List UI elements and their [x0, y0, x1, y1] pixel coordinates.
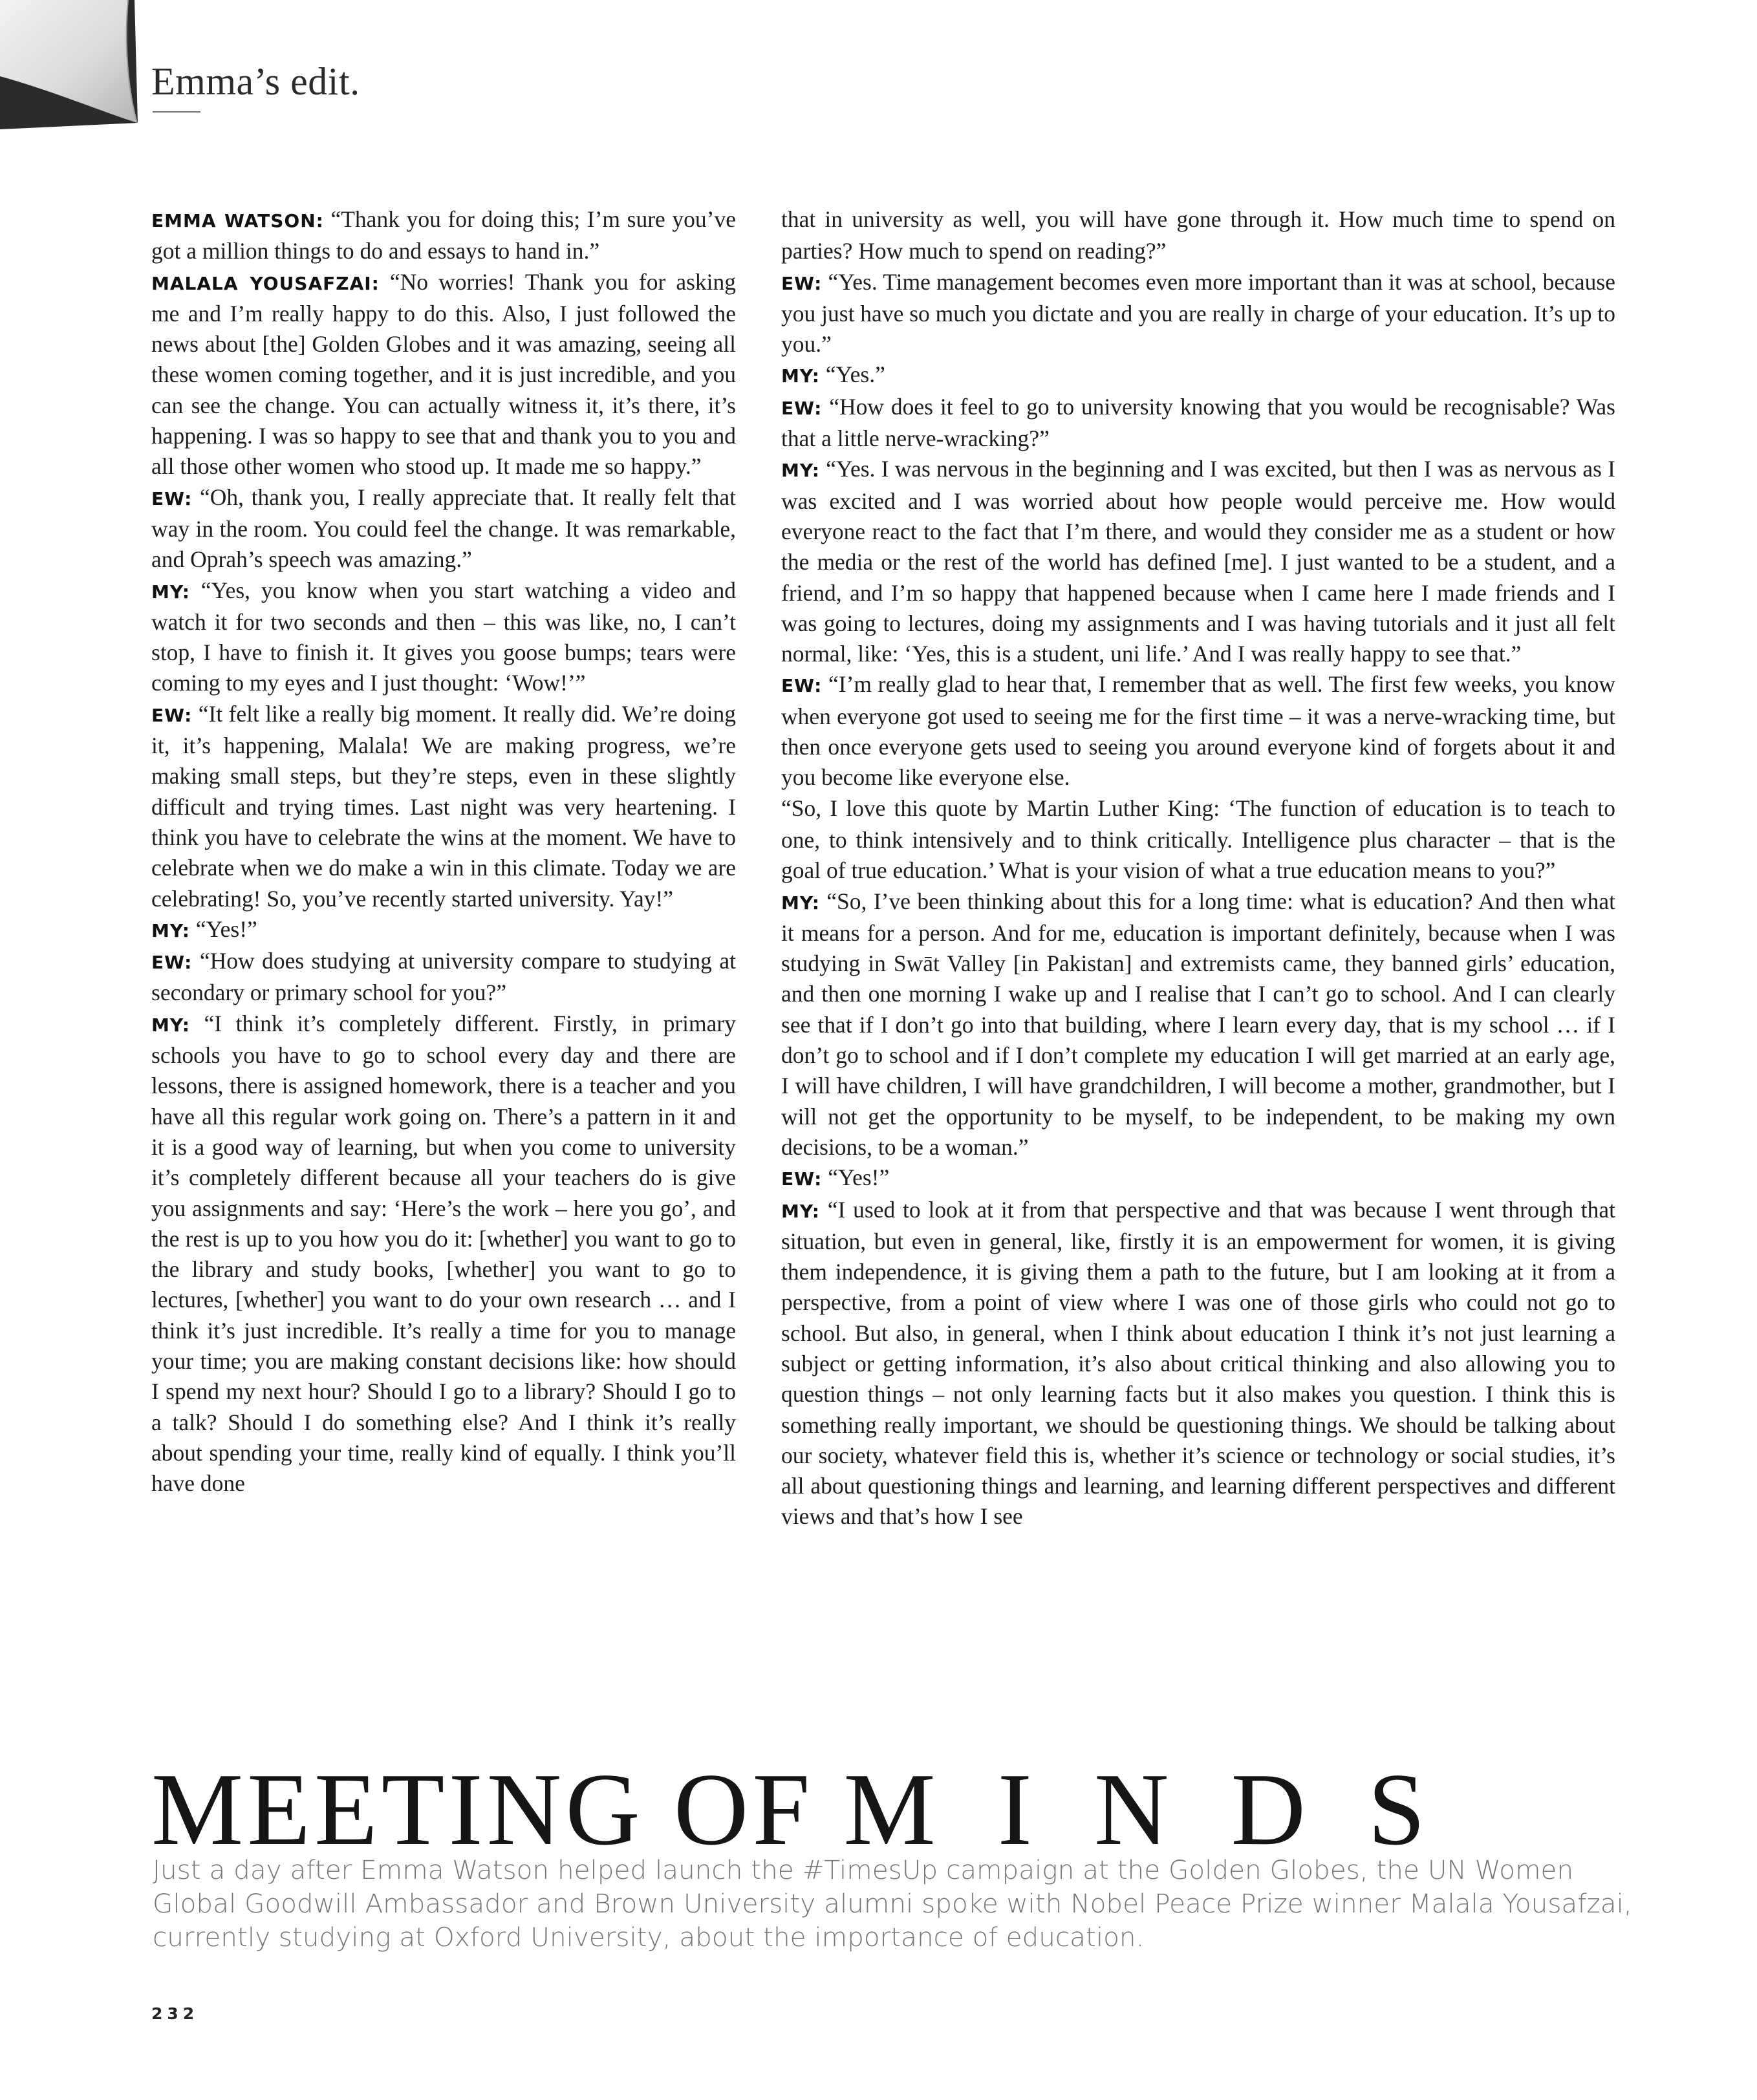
paragraph-text: “How does it feel to go to university knowing that you would be recognisable? Was that a little nerve-wracking?”: [781, 393, 1615, 452]
interview-paragraph: [781, 1162, 1615, 1194]
speaker-label: EW:: [781, 675, 823, 697]
speaker-label: MY:: [781, 365, 820, 387]
paragraph-text: “No worries! Thank you for asking me and I’m really happy to do this. Also, I just followed the news about [the] Golden Globes and it was amazing, seeing all these women coming together, and it is just incredible, and you can see the change. You can actually witness it, it’s there, it’s happening. I was so happy to see that and thank you to you and all those other women who stood up. It made me so happy.”: [151, 268, 737, 480]
interview-column-right: [781, 204, 1615, 1532]
interview-paragraph: [151, 482, 736, 575]
speaker-label: MALALA YOUSAFZAI:: [151, 272, 380, 294]
section-label: Emma’s edit.: [151, 60, 360, 103]
interview-paragraph: [781, 392, 1615, 455]
speaker-label: EW:: [781, 272, 823, 294]
paragraph-text: “Oh, thank you, I really appreciate that. It really felt that way in the room. You could feel the change. It was remarkable, and Oprah’s speech was amazing.”: [151, 484, 736, 573]
page-curl-graphic: [0, 0, 139, 133]
feature-standfirst: Just a day after Emma Watson helped launch the #TimesUp campaign at the Golden Globes, the UN Women Global Goodwill Ambassador and Brown University alumni spoke with Nobel Peace Prize winner Malala Yousafzai, currently studying at Oxford University, about the importance of education.: [153, 1854, 1632, 1953]
interview-paragraph: [781, 359, 1615, 391]
paragraph-text: “Yes!”: [822, 1164, 890, 1191]
interview-paragraph: [781, 669, 1615, 793]
interview-paragraph: [781, 1195, 1615, 1532]
paragraph-text: “How does studying at university compare to studying at secondary or primary school for you?”: [151, 948, 736, 1006]
interview-paragraph: [151, 914, 736, 946]
speaker-label: EW:: [151, 704, 193, 726]
interview-paragraph: [151, 575, 736, 699]
speaker-label: MY:: [151, 1014, 190, 1036]
interview-paragraph: [781, 454, 1615, 669]
interview-paragraph: [781, 267, 1615, 360]
interview-paragraph: [151, 1009, 736, 1499]
paragraph-text: “Yes!”: [189, 916, 257, 942]
paragraph-text: “Yes. Time management becomes even more important than it was at school, because you just have so much you dictate and you are really in charge of your education. It’s up to you.”: [781, 268, 1615, 358]
feature-headline: [151, 1752, 1487, 1867]
paragraph-text: “I think it’s completely different. Firstly, in primary schools you have to go to school every day and there are lessons, there is assigned homework, there is a teacher and you have all this regular work going on. There’s a pattern in it and it is a good way of learning, but when you come to university it’s completely different because all your teachers do is give you assignments and say: ‘Here’s the work – here you go’, and the rest is up to you how you do it: [whether] you want to go to the library and study books, [whether] you want to go to lectures, [whether] you want to do your own research … and I think it’s just incredible. It’s really a time for you to manage your time; you are making constant decisions like: how should I spend my next hour? Should I go to a library? Should I go to a talk? Should I do something else? And I think it’s really about spending your time, really kind of equally. I think you’ll have done: [151, 1010, 736, 1497]
interview-paragraph: [151, 699, 736, 914]
paragraph-text: that in university as well, you will have gone through it. How much time to spend on parties? How much to spend on reading?”: [781, 206, 1615, 264]
interview-paragraph: [781, 793, 1615, 886]
speaker-label: EW:: [151, 952, 193, 974]
paragraph-text: “Yes.”: [819, 361, 885, 388]
interview-paragraph: [151, 267, 736, 482]
paragraph-text: “I’m really glad to hear that, I remember that as well. The first few weeks, you know when everyone got used to seeing me for the first time – it was a nerve-wracking time, but then once everyone gets used to seeing you around everyone kind of forgets about it and you become like everyone else.: [781, 671, 1615, 791]
headline-part-1: MEETING OF: [151, 1752, 814, 1867]
speaker-label: MY:: [151, 581, 190, 603]
speaker-label: EW:: [781, 397, 823, 419]
interview-paragraph: [151, 204, 736, 267]
headline-part-2: MINDS: [843, 1752, 1487, 1867]
interview-paragraph: [781, 886, 1615, 1163]
paragraph-text: “So, I love this quote by Martin Luther King: ‘The function of education is to teach to one, to think intensively and to think critically. Intelligence plus character – that is the goal of true education.’ What is your vision of what a true education means to you?”: [781, 795, 1615, 884]
speaker-label: MY:: [151, 919, 190, 941]
interview-paragraph: [151, 946, 736, 1009]
speaker-label: MY:: [781, 460, 820, 482]
interview-paragraph: [781, 204, 1615, 267]
speaker-label: MY:: [781, 892, 820, 914]
speaker-label: EW:: [781, 1168, 823, 1190]
speaker-label: EMMA WATSON:: [151, 210, 324, 231]
paragraph-text: “Yes, you know when you start watching a video and watch it for two seconds and then – this was like, no, I can’t stop, I have to finish it. It gives you goose bumps; tears were coming to my eyes and I just thought: ‘Wow!’”: [151, 577, 736, 696]
speaker-label: MY:: [781, 1200, 820, 1222]
paragraph-text: “Yes. I was nervous in the beginning and I was excited, but then I was as nervous as I was excited and I was worried about how people would perceive me. How would everyone react to the fact that I’m there, and would they consider me as a student or how the media or the rest of the world has defined [me]. I just wanted to be a student, and a friend, and I’m so happy that happened because when I came here I made friends and I was going to lectures, doing my assignments and I was having tutorials and it just all felt normal, like: ‘Yes, this is a student, uni life.’ And I was really happy to see that.”: [781, 456, 1615, 667]
paragraph-text: “Thank you for doing this; I’m sure you’ve got a million things to do and essays to hand in.”: [151, 206, 737, 264]
section-divider: [153, 111, 200, 112]
page-number: 232: [151, 2004, 199, 2023]
paragraph-text: “I used to look at it from that perspective and that was because I went through that situation, but even in general, like, firstly it is an empowerment for women, it is giving them independence, it is giving them a path to the future, but I am looking at it from a perspective, from a point of view where I was one of those girls who could not go to school. But also, in general, when I think about education I think it’s not just learning a subject or getting information, it’s also about critical thinking and also allowing you to question things – not only learning facts but it also makes you question. I think this is something really important, we should be questioning things. We should be talking about our society, whatever field this is, whether it’s science or technology or social studies, it’s all about questioning things and learning, and learning different perspectives and different views and that’s how I see: [781, 1196, 1615, 1530]
paragraph-text: “It felt like a really big moment. It really did. We’re doing it, it’s happening, Malala! We are making progress, we’re making small steps, but they’re steps, even in these slightly difficult and trying times. Last night was very heartening. I think you have to celebrate the wins at the moment. We have to celebrate when we do make a win in this climate. Today we are celebrating! So, you’ve recently started university. Yay!”: [151, 700, 736, 912]
speaker-label: EW:: [151, 488, 193, 509]
interview-column-left: [151, 204, 736, 1499]
paragraph-text: “So, I’ve been thinking about this for a long time: what is education? And then what it means for a person. And for me, education is important definitely, because when I was studying in Swāt Valley [in Pakistan] and extremists came, they banned girls’ education, and then one morning I wake up and I realise that I can’t go to school. And I can clearly see that if I don’t go into that building, where I learn every day, that is my school … if I don’t go to school and if I don’t complete my education I will get married at an early age, I will have children, I will have grandchildren, I will become a mother, grandmother, but I will not get the opportunity to be myself, to be independent, to be making my own decisions, to be a woman.”: [781, 888, 1615, 1160]
